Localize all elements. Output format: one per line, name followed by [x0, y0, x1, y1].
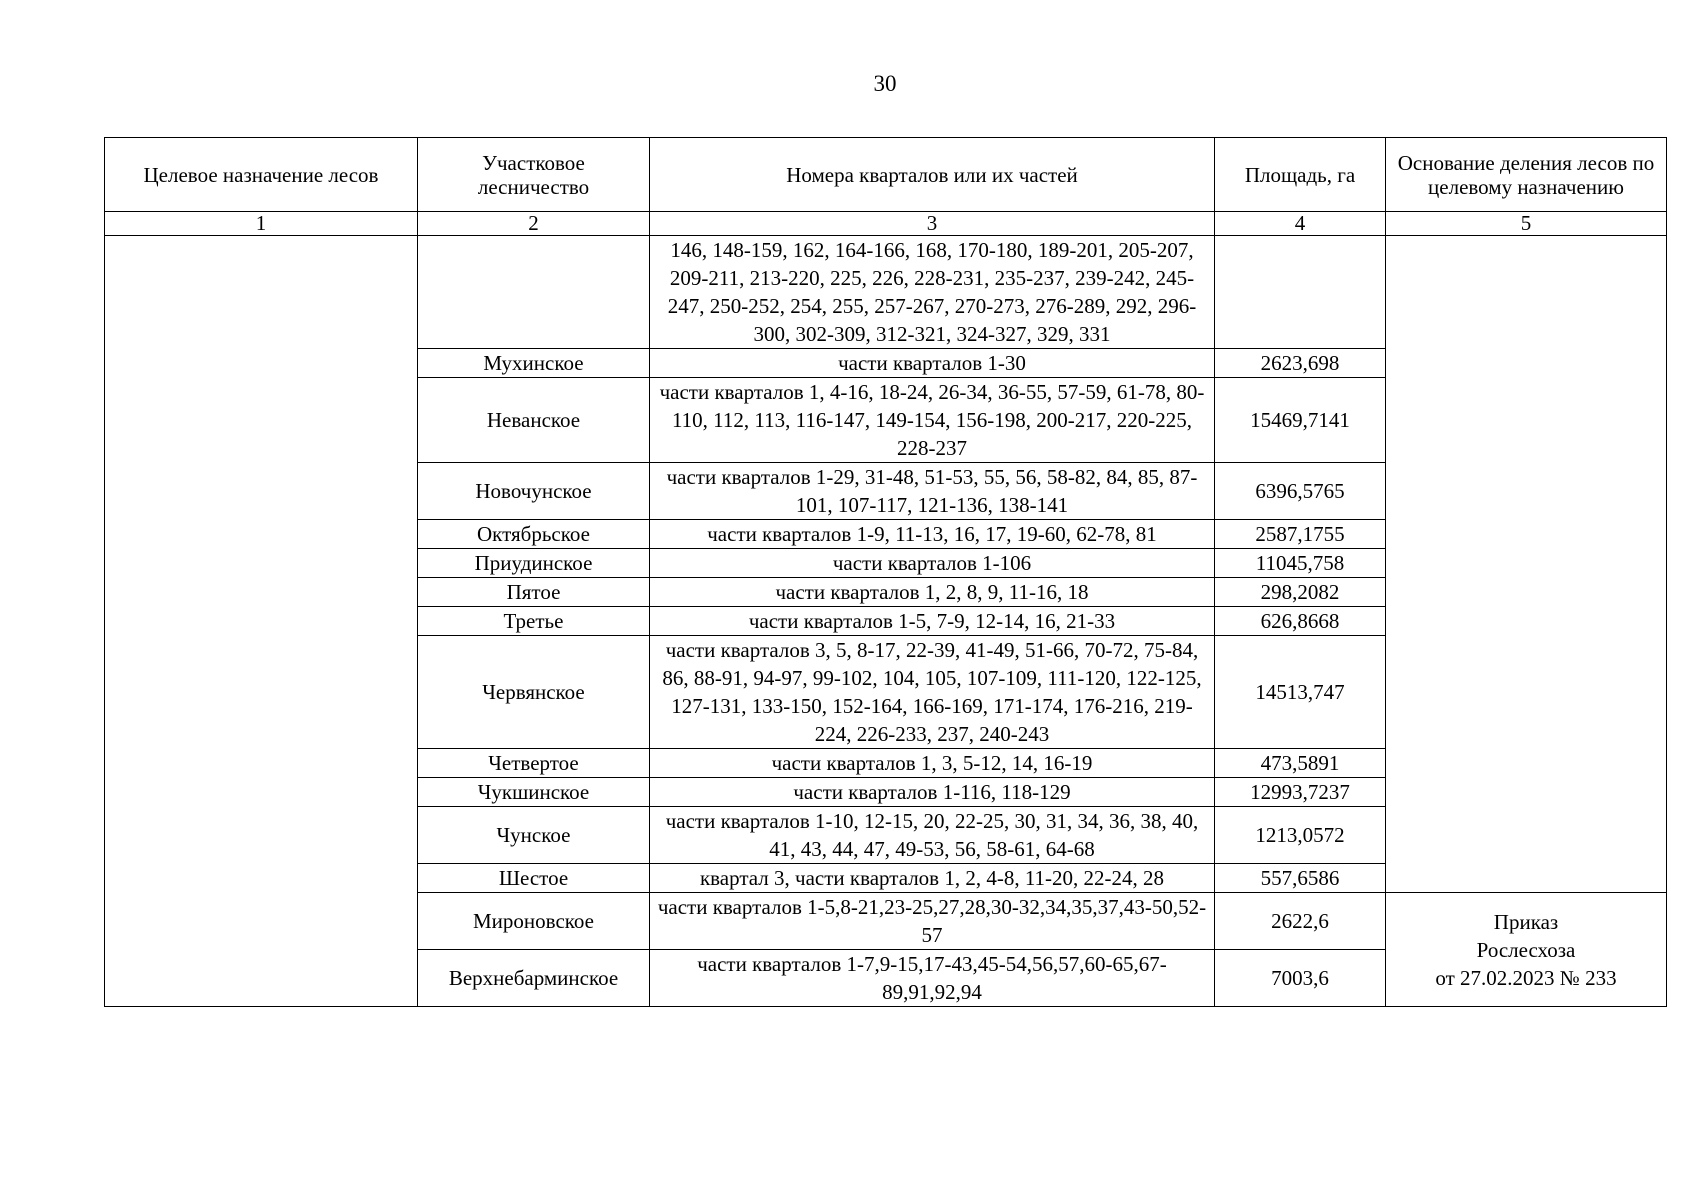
area-cell: 14513,747 [1215, 636, 1386, 749]
column-number: 4 [1215, 212, 1386, 236]
area-cell: 15469,7141 [1215, 378, 1386, 463]
forestry-cell [418, 236, 650, 349]
header-quarters: Номера кварталов или их частей [650, 138, 1215, 212]
quarters-cell: 146, 148-159, 162, 164-166, 168, 170-180, 189-201, 205-207, 209-211, 213-220, 225, 226, 228-231, 235-237, 239-242, 245-247, 250-252, 254, 255, 257-267, 270-273, 276-289, 292, 296-300, 302-309, 312-321, 324-327, 329, 331 [650, 236, 1215, 349]
area-cell [1215, 236, 1386, 349]
quarters-cell: части кварталов 1-7,9-15,17-43,45-54,56,57,60-65,67-89,91,92,94 [650, 950, 1215, 1007]
quarters-cell: части кварталов 1, 4-16, 18-24, 26-34, 36-55, 57-59, 61-78, 80-110, 112, 113, 116-147, 149-154, 156-198, 200-217, 220-225, 228-237 [650, 378, 1215, 463]
quarters-cell: части кварталов 1-10, 12-15, 20, 22-25, 30, 31, 34, 36, 38, 40, 41, 43, 44, 47, 49-53, 56, 58-61, 64-68 [650, 807, 1215, 864]
forestry-cell: Чунское [418, 807, 650, 864]
quarters-cell: части кварталов 1, 2, 8, 9, 11-16, 18 [650, 578, 1215, 607]
quarters-cell: квартал 3, части кварталов 1, 2, 4-8, 11-20, 22-24, 28 [650, 864, 1215, 893]
forestry-cell: Неванское [418, 378, 650, 463]
column-number: 3 [650, 212, 1215, 236]
area-cell: 2622,6 [1215, 893, 1386, 950]
header-forestry: Участковое лесничество [418, 138, 650, 212]
forestry-cell: Третье [418, 607, 650, 636]
header-basis: Основание деления лесов по целевому назначению [1386, 138, 1667, 212]
area-cell: 1213,0572 [1215, 807, 1386, 864]
area-cell: 7003,6 [1215, 950, 1386, 1007]
forestry-cell: Шестое [418, 864, 650, 893]
column-number: 2 [418, 212, 650, 236]
table-header-row [105, 138, 1667, 212]
header-forest-purpose: Целевое назначение лесов [105, 138, 418, 212]
forestry-cell: Мухинское [418, 349, 650, 378]
basis-order-line: Приказ [1493, 909, 1559, 934]
forestry-cell: Мироновское [418, 893, 650, 950]
basis-order-line: Рослесхоза [1476, 937, 1576, 962]
quarters-cell: части кварталов 1-5,8-21,23-25,27,28,30-32,34,35,37,43-50,52-57 [650, 893, 1215, 950]
quarters-cell: части кварталов 1-29, 31-48, 51-53, 55, 56, 58-82, 84, 85, 87-101, 107-117, 121-136, 138-141 [650, 463, 1215, 520]
area-cell: 298,2082 [1215, 578, 1386, 607]
area-cell: 12993,7237 [1215, 778, 1386, 807]
area-cell: 557,6586 [1215, 864, 1386, 893]
quarters-cell: части кварталов 1, 3, 5-12, 14, 16-19 [650, 749, 1215, 778]
forestry-cell: Четвертое [418, 749, 650, 778]
quarters-cell: части кварталов 1-106 [650, 549, 1215, 578]
forestry-cell: Приудинское [418, 549, 650, 578]
forestry-cell: Червянское [418, 636, 650, 749]
column-number-row [105, 212, 1667, 236]
forest-purpose-cell [105, 236, 418, 1007]
area-cell: 626,8668 [1215, 607, 1386, 636]
basis-cell [1386, 236, 1667, 893]
quarters-cell: части кварталов 1-5, 7-9, 12-14, 16, 21-33 [650, 607, 1215, 636]
area-cell: 2587,1755 [1215, 520, 1386, 549]
quarters-cell: части кварталов 3, 5, 8-17, 22-39, 41-49, 51-66, 70-72, 75-84, 86, 88-91, 94-97, 99-102, 104, 105, 107-109, 111-120, 122-125, 127-131, 133-150, 152-164, 166-169, 171-174, 176-216, 219-224, 226-233, 237, 240-243 [650, 636, 1215, 749]
forestry-cell: Пятое [418, 578, 650, 607]
page-number: 30 [873, 71, 897, 96]
forestry-cell: Верхнебарминское [418, 950, 650, 1007]
area-cell: 11045,758 [1215, 549, 1386, 578]
column-number: 1 [105, 212, 418, 236]
forestry-cell: Октябрьское [418, 520, 650, 549]
area-cell: 2623,698 [1215, 349, 1386, 378]
basis-order-line: от 27.02.2023 № 233 [1435, 965, 1617, 990]
basis-order-cell [1386, 893, 1667, 1007]
forest-purpose-table [104, 137, 1667, 1007]
quarters-cell: части кварталов 1-9, 11-13, 16, 17, 19-60, 62-78, 81 [650, 520, 1215, 549]
area-cell: 6396,5765 [1215, 463, 1386, 520]
area-cell: 473,5891 [1215, 749, 1386, 778]
forestry-cell: Чукшинское [418, 778, 650, 807]
quarters-cell: части кварталов 1-116, 118-129 [650, 778, 1215, 807]
quarters-cell: части кварталов 1-30 [650, 349, 1215, 378]
table-row [105, 236, 1667, 349]
forestry-cell: Новочунское [418, 463, 650, 520]
column-number: 5 [1386, 212, 1667, 236]
header-area: Площадь, га [1215, 138, 1386, 212]
